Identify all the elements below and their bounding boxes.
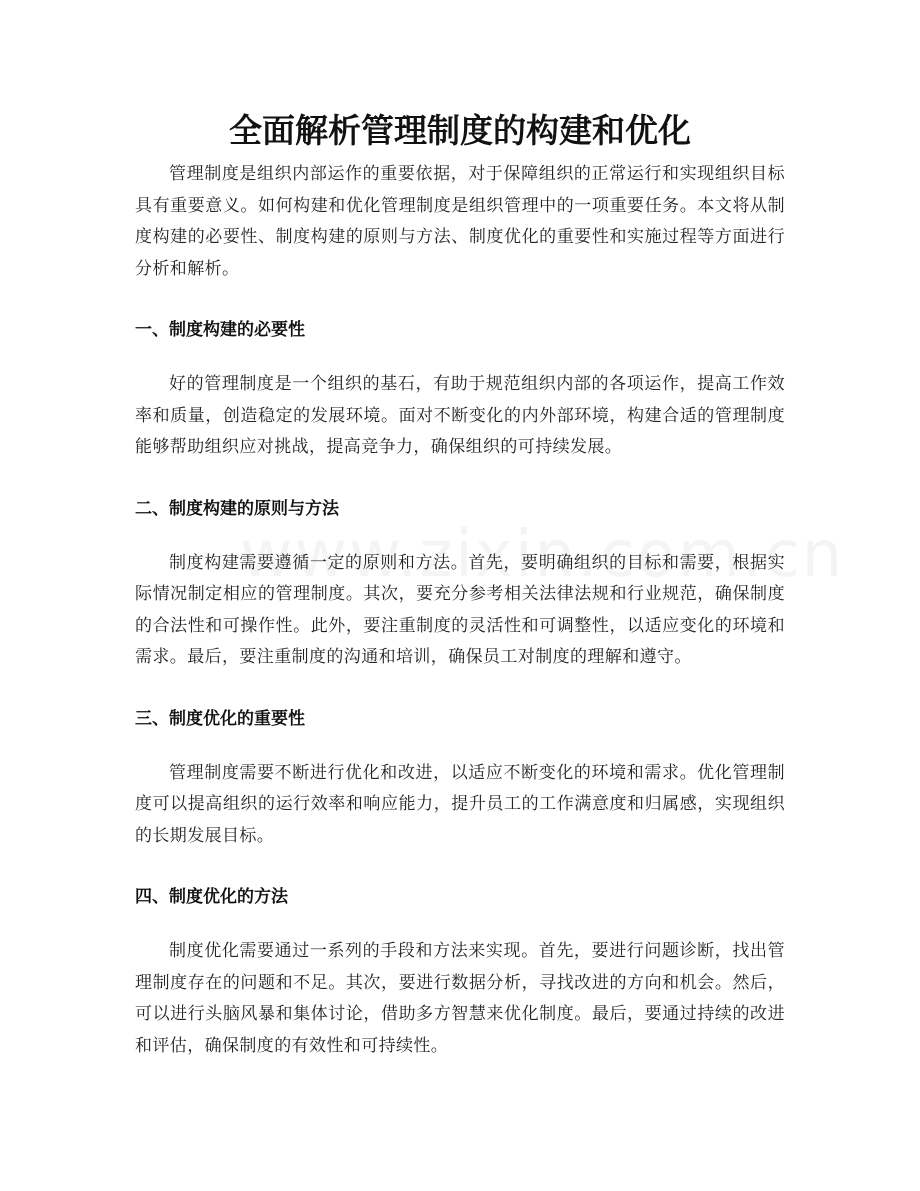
section-heading-3: 三、制度优化的重要性	[135, 708, 305, 729]
section-body-4: 制度优化需要通过一系列的手段和方法来实现。首先，要进行问题诊断，找出管理制度存在的问题和不足。其次，要进行数据分析，寻找改进的方向和机会。然后，可以进行头脑风暴和集体讨论，借助多方智慧来优化制度。最后，要通过持续的改进和评估，确保制度的有效性和可持续性。	[135, 941, 785, 1056]
document-body	[135, 155, 785, 1062]
section-heading-4: 四、制度优化的方法	[135, 887, 288, 907]
section-body-1: 好的管理制度是一个组织的基石，有助于规范组织内部的各项运作，提高工作效率和质量，创造稳定的发展环境。面对不断变化的内外部环境，构建合适的管理制度能够帮助组织应对挑战，提高竞争力，确保组织的可持续发展。	[135, 374, 785, 457]
section-body-3: 管理制度需要不断进行优化和改进，以适应不断变化的环境和需求。优化管理制度可以提高组织的运行效率和响应能力，提升员工的工作满意度和归属感，实现组织的长期发展目标。	[135, 762, 785, 846]
section-heading-2: 二、制度构建的原则与方法	[135, 498, 339, 519]
page-title: 全面解析管理制度的构建和优化	[229, 111, 691, 150]
intro-paragraph: 管理制度是组织内部运作的重要依据，对于保障组织的正常运行和实现组织目标具有重要意义。如何构建和优化管理制度是组织管理中的一项重要任务。本文将从制度构建的必要性、制度构建的原则与方法、制度优化的重要性和实施过程等方面进行分析和解析。	[135, 164, 785, 279]
section-body-2: 制度构建需要遵循一定的原则和方法。首先，要明确组织的目标和需要，根据实际情况制定相应的管理制度。其次，要充分参考相关法律法规和行业规范，确保制度的合法性和可操作性。此外，要注重制度的灵活性和可调整性，以适应变化的环境和需求。最后，要注重制度的沟通和培训，确保员工对制度的理解和遵守。	[135, 552, 785, 667]
section-heading-1: 一、制度构建的必要性	[135, 320, 305, 340]
